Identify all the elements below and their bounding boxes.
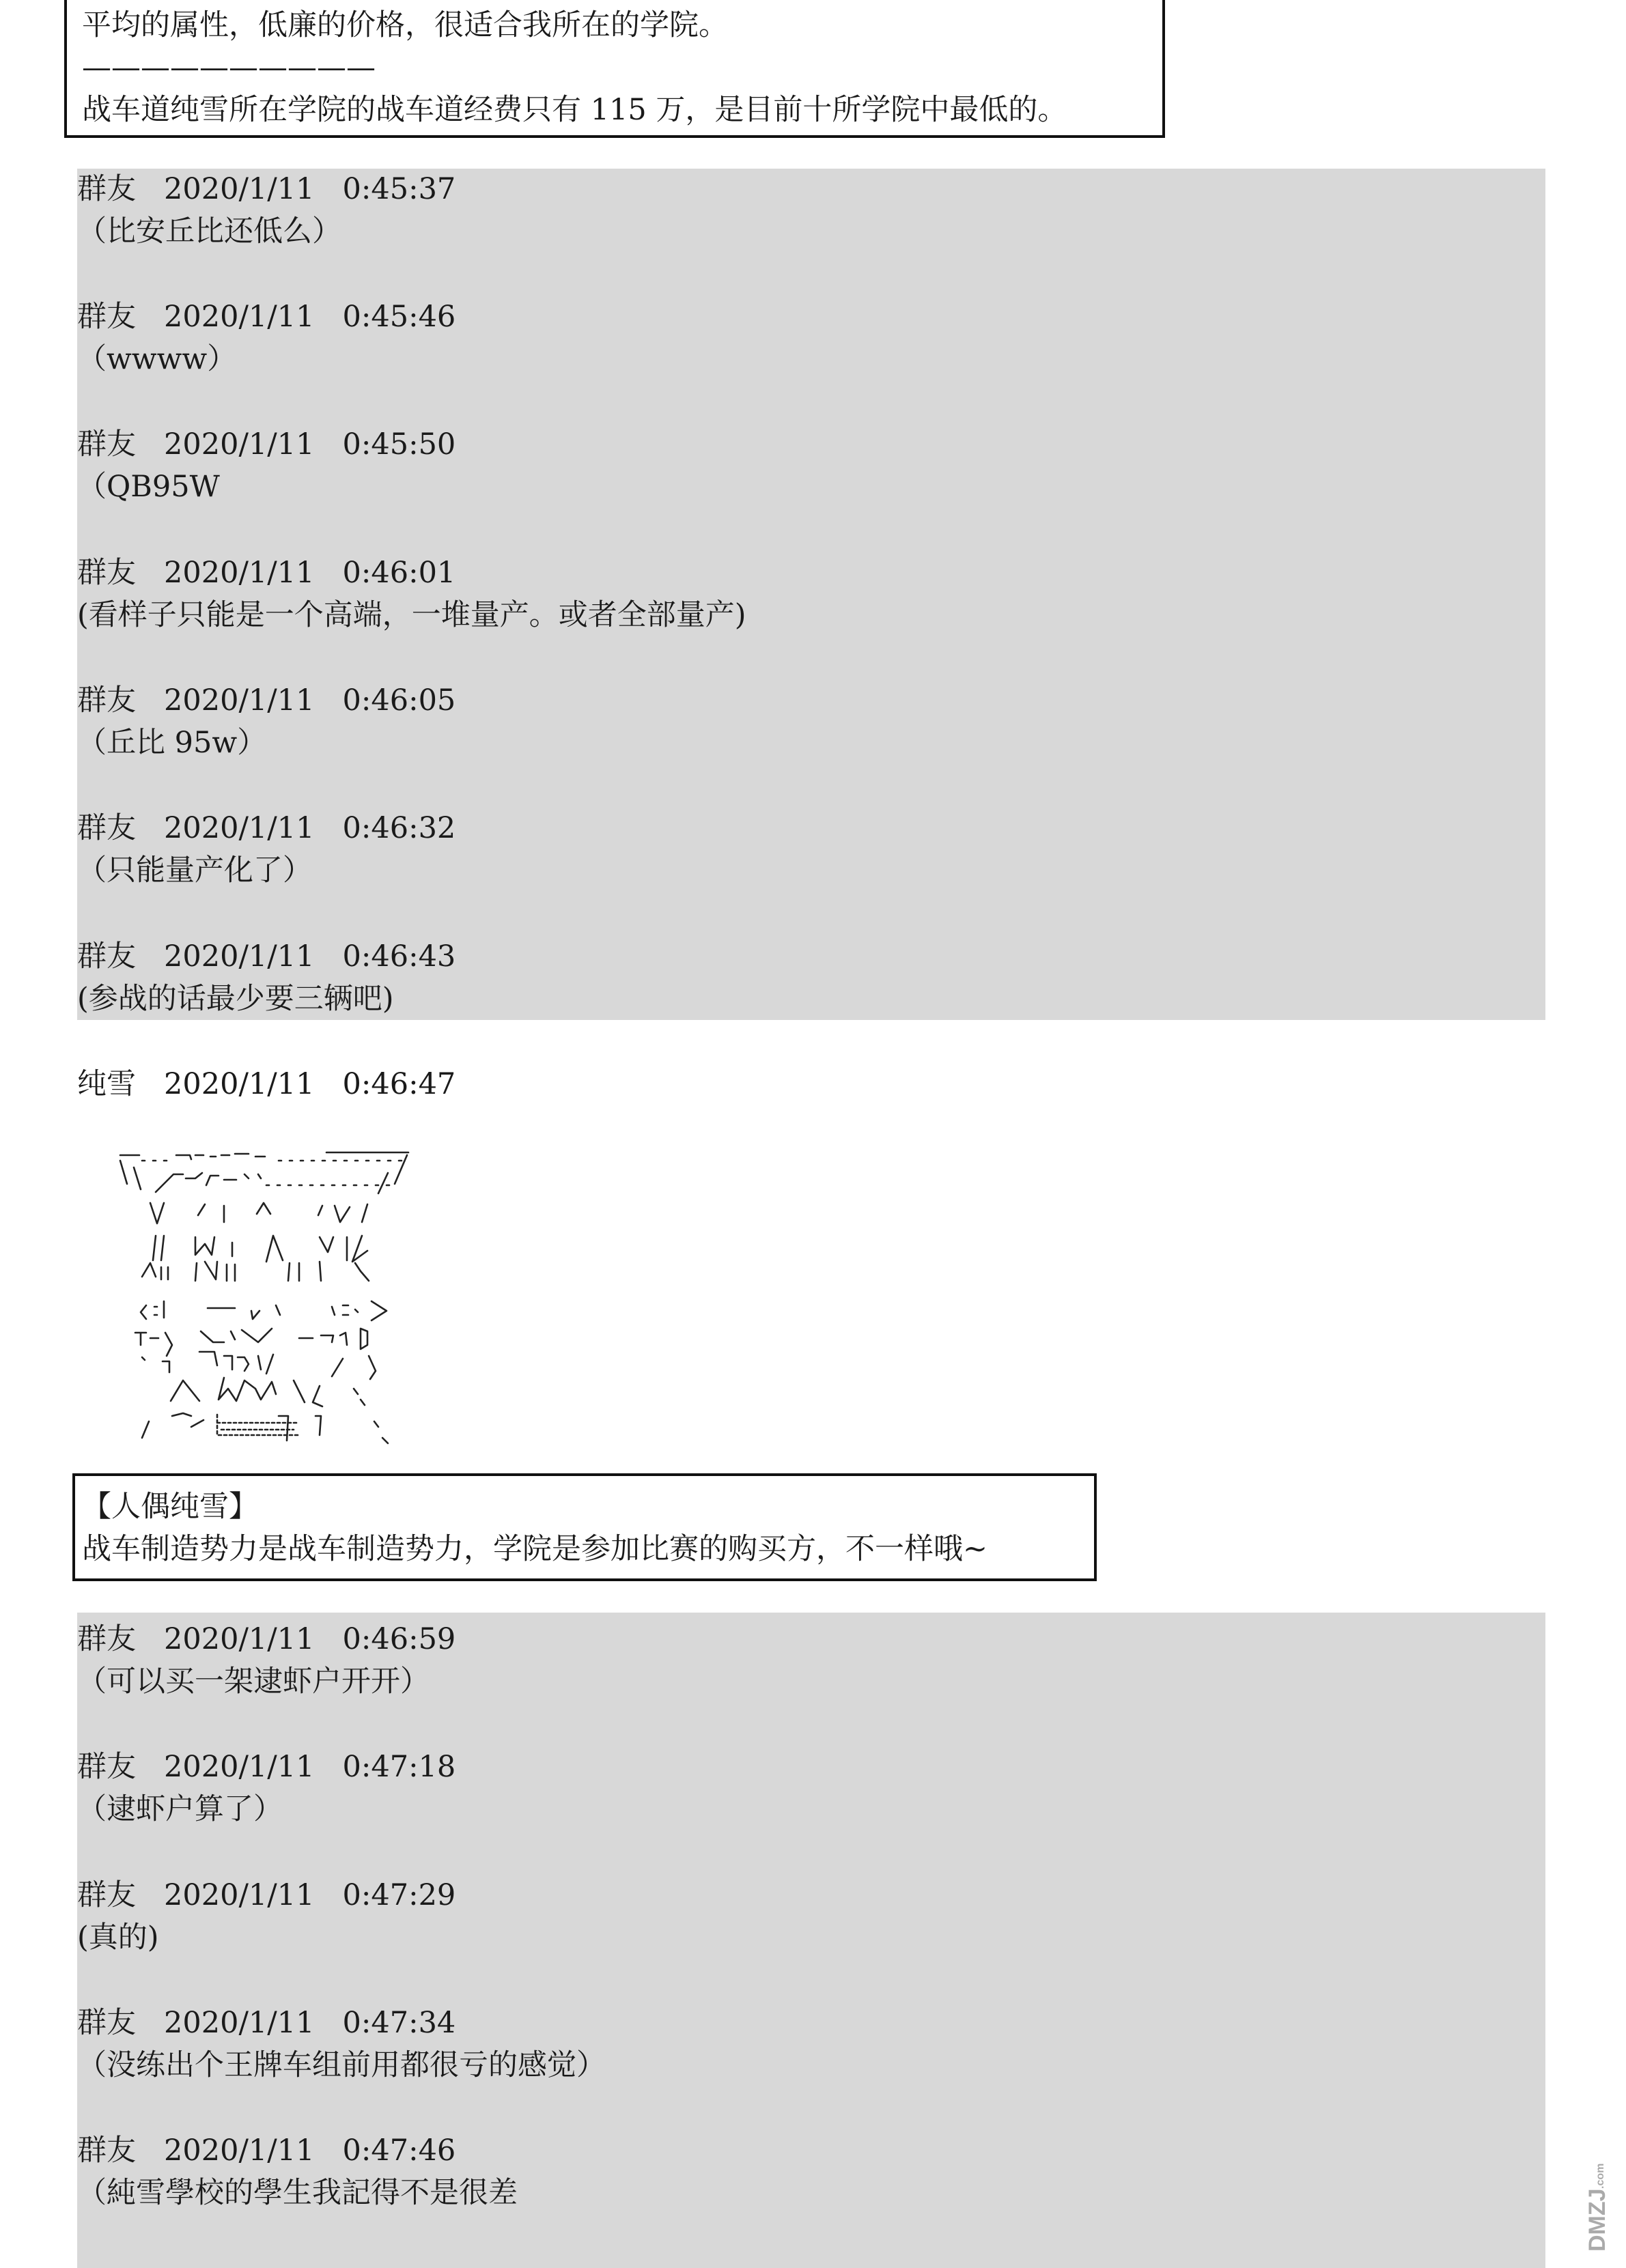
message-header: 群友 2020/1/11 0:47:29: [77, 1878, 456, 1912]
message-header: 群友 2020/1/11 0:46:05: [77, 683, 456, 718]
message-text: （比安丘比还低么）: [77, 214, 341, 249]
message-text: (参战的话最少要三辆吧): [77, 982, 394, 1016]
chat-message: [77, 1063, 455, 1105]
message-header: 群友 2020/1/11 0:45:46: [77, 300, 456, 334]
narration-line-1: 平均的属性，低廉的价格，很适合我所在的学院。: [82, 8, 728, 42]
message-text: (真的): [77, 1920, 159, 1955]
message-header: 群友 2020/1/11 0:47:18: [77, 1750, 456, 1784]
speech-speaker: 【人偶纯雪】: [82, 1490, 258, 1524]
message-header: 群友 2020/1/11 0:45:50: [77, 427, 456, 462]
narration-line-2: 战车道纯雪所在学院的战车道经费只有 115 万，是目前十所学院中最低的。: [82, 93, 1067, 127]
chat-message: [77, 2129, 518, 2214]
message-header: 群友 2020/1/11 0:45:37: [77, 172, 456, 206]
message-text: (看样子只能是一个高端，一堆量产。或者全部量产): [77, 598, 746, 632]
chat-message: [77, 679, 455, 764]
svg-text:.com: .com: [1595, 2163, 1606, 2189]
chat-message: [77, 296, 455, 380]
chat-message: [77, 168, 455, 253]
message-text: （逮虾户算了）: [77, 1792, 283, 1826]
svg-text:DMZJ: DMZJ: [1584, 2188, 1610, 2252]
message-header: 群友 2020/1/11 0:46:32: [77, 811, 456, 845]
narration-box: [64, 0, 1165, 138]
message-header: 群友 2020/1/11 0:47:46: [77, 2134, 456, 2168]
chat-message: [77, 1618, 455, 1703]
message-text: （没练出个王牌车组前用都很亏的感觉）: [77, 2048, 606, 2082]
ascii-art-character: [115, 1140, 422, 1454]
message-header: 群友 2020/1/11 0:46:01: [77, 556, 456, 590]
chat-message: [77, 2002, 606, 2086]
message-text: （wwww）: [77, 342, 237, 376]
chat-message: [77, 1746, 455, 1830]
chat-message: [77, 1874, 455, 1959]
site-watermark-logo: [1582, 2137, 1614, 2253]
chat-message: [77, 935, 455, 1020]
message-text: （只能量产化了）: [77, 853, 312, 888]
chat-message: [77, 807, 455, 892]
message-header: 群友 2020/1/11 0:46:59: [77, 1622, 456, 1656]
message-text: （純雪學校的學生我記得不是很差: [77, 2176, 518, 2210]
narration-divider: ——————————: [82, 51, 376, 85]
message-header: 群友 2020/1/11 0:47:34: [77, 2006, 456, 2040]
message-text: （QB95W: [77, 470, 220, 504]
speech-text: 战车制造势力是战车制造势力，学院是参加比赛的购买方，不一样哦~: [82, 1532, 988, 1566]
speech-box: [72, 1473, 1097, 1581]
message-text: （可以买一架逮虾户开开）: [77, 1664, 430, 1699]
chat-message: [77, 423, 455, 508]
chat-message: [77, 552, 746, 636]
message-text: （丘比 95w）: [77, 726, 267, 760]
message-header: 群友 2020/1/11 0:46:43: [77, 939, 456, 974]
message-header: 纯雪 2020/1/11 0:46:47: [77, 1067, 456, 1101]
